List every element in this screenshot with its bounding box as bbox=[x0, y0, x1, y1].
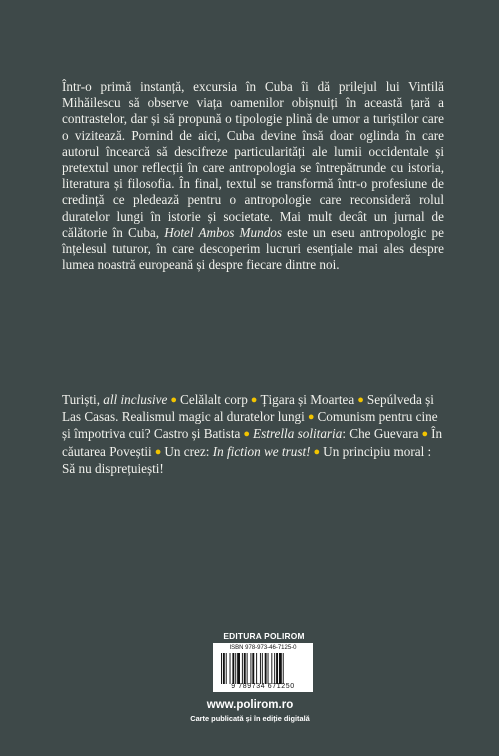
barcode-number: 9 789734 671250 bbox=[231, 683, 295, 690]
bullet-icon: ● bbox=[307, 411, 315, 424]
bullet-icon: ● bbox=[357, 394, 364, 406]
barcode bbox=[213, 643, 313, 692]
isbn-number: ISBN 978-973-46-7125-0 bbox=[229, 645, 297, 651]
barcode-bars-icon bbox=[221, 653, 307, 684]
bullet-icon: ● bbox=[154, 445, 162, 458]
digital-edition-note: Carte publicată și în ediție digitală bbox=[190, 714, 310, 723]
topic-item: Un principiu moral : Să nu disprețuiești! bbox=[62, 443, 432, 476]
bullet-icon: ● bbox=[170, 394, 178, 406]
bullet-icon: ● bbox=[243, 428, 251, 441]
topic-item: Estrella solitaria: Che Guevara bbox=[253, 426, 419, 442]
topic-item: În căutarea Poveștii bbox=[62, 426, 443, 459]
description-book-title: Hotel Ambos Mundos bbox=[164, 224, 283, 240]
topic-item: Turiști, all inclusive bbox=[62, 392, 168, 407]
book-description bbox=[62, 79, 444, 273]
chapter-topics bbox=[62, 392, 446, 477]
topic-item: Un crez: In fiction we trust! bbox=[164, 443, 311, 459]
description-text: Într-o primă instanță, excursia în Cuba îi dă prilejul lui Vintilă Mihăilescu să observe viața oamenilor obișnuiți în această țară a contrastelor, dar și să propună o tipologie plină de umor a turiștilor care o vizitează. Pornind de aici, Cuba devine însă doar oglinda în care autorul încearcă să descifreze particularități ale lumii occidentale și pretextul unor reflecții în care antropologia se întrepătrunde cu istoria, literatura și filosofia. În final, textul se transformă într-o profesiune de credință ce pledează pentru o antropologie care reconsideră rolul duratelor lungi în istorie și societate. Mai mult decât un jurnal de călătorie în Cuba, bbox=[62, 79, 444, 240]
publisher-name: EDITURA POLIROM bbox=[223, 631, 305, 641]
bullet-icon: ● bbox=[250, 394, 258, 406]
bullet-icon: ● bbox=[313, 445, 321, 458]
topic-item: Comunism pentru cine și împotriva cui? Castro și Batista bbox=[62, 409, 438, 442]
topic-item: Țigara și Moartea bbox=[260, 392, 355, 407]
description-text-end: este un eseu antropologic pe înțelesul tuturor, în care descoperim lucruri esențiale mai ales despre lumea noastră europeană și despre fiecare dintre noi. bbox=[62, 224, 445, 273]
publisher-website: www.polirom.ro bbox=[206, 699, 294, 711]
topic-item: Sepúlveda și Las Casas. Realismul magic al duratelor lungi bbox=[62, 392, 434, 425]
topic-item: Celălalt corp bbox=[180, 392, 248, 407]
bullet-icon: ● bbox=[421, 428, 429, 441]
